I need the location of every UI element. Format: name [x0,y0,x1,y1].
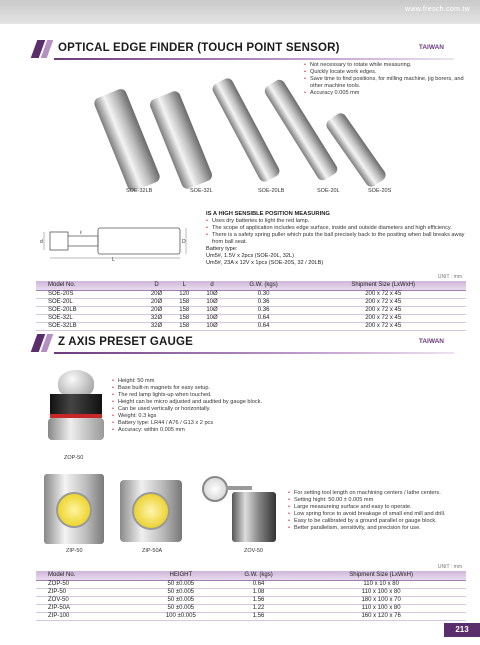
column-header: G.W. (kgs) [221,571,297,580]
table-cell: 50 ±0.005 [141,588,221,596]
column-header: HEIGHT [141,571,221,580]
table-row [36,580,466,588]
drawing-label-l: L [112,257,115,262]
table-cell: 200 x 72 x 45 [300,306,466,314]
table-cell: 10Ø [197,314,226,322]
table-cell: 1.08 [221,588,297,596]
column-header: Model No. [36,571,141,580]
section-heading-z-axis [34,334,454,352]
feature-block [206,211,466,267]
heading-underline [54,58,454,60]
zip-50a-photo [120,480,182,542]
list-item: • Accuracy 0.005 mm [304,90,464,97]
table-cell: 32Ø [142,314,171,322]
table-cell: 200 x 72 x 45 [300,290,466,298]
zop-50-photo [44,370,108,444]
table-cell: 0.36 [227,298,301,306]
table-cell: SOE-20S [36,290,142,298]
table-cell: ZIP-50 [36,588,141,596]
list-item: • Better parallelism, sensitivity, and precision for use. [288,525,468,532]
z-axis-spec-table [36,571,466,621]
list-item: • Accuracy: within 0.005 mm [112,427,292,434]
table-cell: 20Ø [142,298,171,306]
list-item: • Not necessary to rotate while measuring. [304,62,464,69]
section-title: OPTICAL EDGE FINDER (TOUCH POINT SENSOR) [58,42,340,54]
list-item: • Easy to be calibrated by a ground parallel or gauge block. [288,518,468,525]
list-item: • Base built-in magnets for easy setup. [112,385,292,392]
table-row [36,298,466,306]
product-label: ZIP-50 [66,548,83,554]
column-header: L [171,281,197,290]
column-header: G.W. (kgs) [227,281,301,290]
table-cell: 158 [171,298,197,306]
list-item: • Can be used vertically or horizontally. [112,406,292,413]
product-label: SOE-20LB [258,188,285,194]
table-header-row [36,571,466,580]
battery-line: Um5#, 23A x 12V x 1pcs (SOE-20S, 32 / 20LB) [206,260,324,266]
table-cell: 110 x 100 x 80 [296,604,466,612]
top-banner [0,0,480,24]
zip-zov-features-list [288,490,468,532]
product-label: SOE-20S [368,188,392,194]
table-row [36,306,466,314]
zov-50-photo [192,476,282,544]
product-label: ZOV-50 [244,548,263,554]
table-row [36,290,466,298]
product-label: SOE-20L [317,188,340,194]
drawing-label-d: d [40,239,43,245]
table-cell: 180 x 100 x 70 [296,596,466,604]
table-cell: 50 ±0.005 [141,596,221,604]
list-item: • There is a safety spring puller which puts the ball precisely back to the positing when ball breaks away from ball seat. [206,232,466,246]
table-cell: SOE-32L [36,314,142,322]
table-cell: 160 x 120 x 76 [296,612,466,620]
zip-50-photo [44,474,104,544]
list-item: • The scope of application includes edge surface, inside and outside diameters and high efficiency. [206,225,466,232]
feature-heading: IS A HIGH SENSIBLE POSITION MEASURING [206,211,330,217]
table-cell: 20Ø [142,306,171,314]
table-row [36,596,466,604]
battery-line: Um5#, 1.5V x 2pcs (SOE-20L, 32L) [206,253,294,259]
website-url: www.fresch.com.tw [405,6,470,13]
table-cell: 110 x 10 x 80 [296,580,466,588]
list-item: • Uses dry batteries to light the red lamp. [206,218,466,225]
table-cell: 50 ±0.005 [141,580,221,588]
battery-line: Battery type: [206,246,238,252]
page-number: 213 [444,623,480,637]
table-cell: 110 x 100 x 80 [296,588,466,596]
unit-note: UNIT : mm [437,274,462,280]
table-row [36,322,466,330]
origin-tag: TAIWAN [418,338,444,345]
table-cell: 50 ±0.005 [141,604,221,612]
table-cell: 0.64 [221,580,297,588]
list-item: • Quickly locate work edges. [304,69,464,76]
column-header: Shipment Size (LxWxH) [296,571,466,580]
table-cell: 158 [171,314,197,322]
table-row [36,604,466,612]
table-row [36,314,466,322]
table-cell: 32Ø [142,322,171,330]
table-cell: 0.36 [227,306,301,314]
list-item: • Save time to find positions, for milling machine, jig borers, and other machine tools. [304,76,464,90]
origin-tag: TAIWAN [418,44,444,51]
product-label: SOE-32L [190,188,213,194]
table-cell: 200 x 72 x 45 [300,298,466,306]
list-item: • The red lamp lights-up when touched. [112,392,292,399]
column-header: D [142,281,171,290]
table-cell: 10Ø [197,306,226,314]
table-cell: 100 ±0.005 [141,612,221,620]
table-cell: ZOP-50 [36,580,141,588]
table-cell: 10Ø [197,322,226,330]
table-cell: ZOV-50 [36,596,141,604]
table-cell: 0.30 [227,290,301,298]
column-header: Model No. [36,281,142,290]
table-cell: SOE-20LB [36,306,142,314]
table-cell: 200 x 72 x 45 [300,314,466,322]
unit-note: UNIT : mm [437,564,462,570]
table-cell: 10Ø [197,298,226,306]
table-cell: 1.56 [221,596,297,604]
product-label: ZIP-50A [142,548,163,554]
column-header: d [197,281,226,290]
list-item: • Setting hight: 50.00 ± 0.005 mm [288,497,468,504]
table-cell: 158 [171,322,197,330]
table-cell: ZIP-100 [36,612,141,620]
table-cell: 1.56 [221,612,297,620]
product-label: ZOP-50 [64,455,84,461]
table-header-row [36,281,466,290]
dimension-drawing [40,222,190,262]
table-cell: 0.64 [227,322,301,330]
column-header: Shipment Size (LxWxH) [300,281,466,290]
list-item: • For setting tool length on machining centers / lathe centers. [288,490,468,497]
list-item: • Height can be micro adjusted and audited by gauge block. [112,399,292,406]
edge-finder-photo [70,70,470,195]
table-cell: 1.22 [221,604,297,612]
zop-features-list [112,378,292,434]
table-cell: 10Ø [197,290,226,298]
list-item: • Large measureing surface and easy to operate. [288,504,468,511]
table-cell: 158 [171,306,197,314]
edge-finder-spec-table [36,281,466,331]
heading-underline [54,352,454,354]
product-label: SOE-32LB [126,188,153,194]
table-cell: 20Ø [142,290,171,298]
battery-info [206,246,466,267]
table-row [36,588,466,596]
table-cell: ZIP-50A [36,604,141,612]
drawing-label-big-d: D [182,239,186,245]
section-title: Z AXIS PRESET GAUGE [58,336,194,348]
list-item: • Battery type: LR44 / A76 / G13 x 2 pcs [112,420,292,427]
table-cell: 200 x 72 x 45 [300,322,466,330]
table-cell: SOE-32LB [36,322,142,330]
probe-soe-20s [324,111,388,189]
list-item: • Weight: 0.3 kgs [112,413,292,420]
list-item: • Low spring force to avoid breakage of small end mill and drill. [288,511,468,518]
feature-list [206,218,466,246]
table-cell: SOE-20L [36,298,142,306]
table-row [36,612,466,620]
drawing-label-small-l: ℓ [80,230,82,236]
table-cell: 120 [171,290,197,298]
list-item: • Height: 50 mm [112,378,292,385]
table-cell: 0.64 [227,314,301,322]
section-heading-edge-finder [34,40,454,58]
